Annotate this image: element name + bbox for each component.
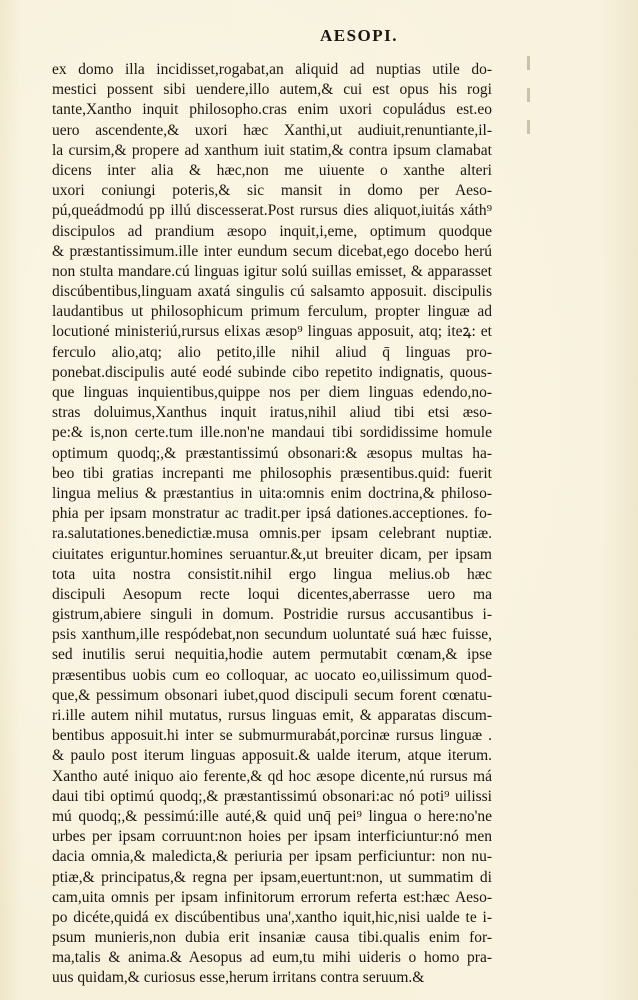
text-line: psum munieris,non dubia erit insaniæ causa tibi.qualis enim for- xyxy=(52,929,492,947)
text-line: ri.ille autem nihil mutatus, rursus linguas emit, & apparatas discum- xyxy=(52,707,492,724)
text-line: ptiæ,& principatus,& regna per ipsam,euertunt:non, ut summatim di xyxy=(52,868,492,886)
text-line: & paulo post iterum linguas apposuit.& ualde iterum, atque iterum. xyxy=(52,747,492,765)
text-line: que linguas inquientibus,quippe nos per diem linguas edendo,no- xyxy=(52,384,492,401)
text-line: locutioné ministeriú,rursus elixas æsop⁹ linguas apposuit, atq; iteꝝ: et xyxy=(52,323,492,341)
text-line: bentibus apposuit.hi inter se submurmurabát,porcinæ rursus linguæ . xyxy=(52,727,492,745)
text-line: discipulos ad prandium æsopo inquit,i,eme, optimum quodque xyxy=(52,222,492,240)
text-line: po dicéte,quidá ex discúbentibus una',xantho iquit,hic,nisi ualde te i- xyxy=(52,908,492,926)
text-line: ferculo alio,atq; alio petito,ille nihil aliud q̄ linguas pro- xyxy=(52,343,492,361)
text-line: lingua melius & præstantius in uita:omnis enim doctrina,& philoso- xyxy=(52,484,492,502)
text-line: uxori coniungi poteris,& sic mansit in domo per Aeso- xyxy=(52,182,492,200)
text-line: discipuli Aesopum recte loqui dicentes,aberrasse uero ma xyxy=(52,585,492,603)
text-line: la cursim,& propere ad xanthum iuit statim,& contra ipsum clamabat xyxy=(52,141,492,159)
text-line: uero ascendente,& uxori hæc Xanthi,ut audiuit,renuntiante,il- xyxy=(52,121,492,139)
text-line: non stulta mandare.cú linguas igitur solú suillas emisset, & apparasset xyxy=(52,262,492,280)
margin-marks xyxy=(523,56,535,166)
text-line: mestici possent sibi uendere,illo autem,& cui est opus his rogi xyxy=(52,81,492,99)
text-line: sed inutilis serui nequitia,hodie autem permutabit cœnam,& ipse xyxy=(52,646,492,664)
text-line: & præstantissimum.ille inter eundum secum dicebat,ego docebo herú xyxy=(52,242,492,260)
text-line: tante,Xantho inquit philosopho.cras enim uxori copuládus est.eo xyxy=(52,101,492,119)
text-line: gistrum,abiere singuli in domum. Postridie rursus accusantibus i- xyxy=(52,606,492,624)
text-line: ra.salutationes.benedictiæ.musa omnis.per ipsam celebrant nuptiæ. xyxy=(52,525,492,543)
text-line: pe:& is,non certe.tum ille.non'ne mandaui tibi sordidissime homule xyxy=(52,424,492,442)
text-line: daui tibi optimú quodq;,& præstantissimú obsonari:ac nó poti⁹ uilissi xyxy=(52,787,492,805)
text-line: que,& pessimum obsonari iubet,quod discipuli secum forent cœnatu- xyxy=(52,686,492,704)
text-line: ex domo illa incidisset,rogabat,an aliquid ad nuptias utile do- xyxy=(52,61,492,78)
text-line: dicens inter alia & hæc,non me uiuente o xanthe alteri xyxy=(52,161,492,179)
text-line: stras doluimus,Xanthus inquit iratus,nihil aliud tibi etsi æso- xyxy=(52,404,492,422)
text-line: discúbentibus,linguam axatá singulis cú salsamto apposuit. discipulis xyxy=(52,283,492,301)
margin-mark xyxy=(527,56,530,70)
text-line: mú quodq;,& pessimú:ille auté,& quid unq̄ pei⁹ lingua o here:no'ne xyxy=(52,807,492,825)
text-line: psis xanthum,ille respódebat,non secundum uoluntaté suá hæc fuisse, xyxy=(52,626,492,644)
running-head-text: AESOPI. xyxy=(319,26,399,45)
text-line: cam,uita omnis per ipsam infinitorum errorum referta est:hæc Aeso- xyxy=(52,888,492,906)
text-line: ciuitates eriguntur.homines seruantur.&,ut breuiter dicam, per ipsam xyxy=(52,545,492,563)
text-line: præsentibus uobis cum eo colloquar, ac uocato eo,uilissimum quod- xyxy=(52,666,492,684)
body-text xyxy=(52,60,492,989)
text-line: ponebat.discipulis auté eodé subinde cibo repetito indignatis, quous- xyxy=(52,363,492,381)
text-line: uus quidam,& curiosus esse,herum irritans contra seruum.& xyxy=(52,969,425,987)
text-line: ma,talis & anima.& Aesopus ad eum,tu mihi uideris o homo pra- xyxy=(52,949,492,967)
running-head xyxy=(0,26,638,46)
text-line: beo tibi gratias increpanti me philosophis præsentibus.quid: fuerit xyxy=(52,464,492,482)
text-line: laudantibus ut philosophicum primum ferculum, propter linguæ ad xyxy=(52,303,492,321)
text-line: phia per ipsam monstratur ac tradit.per ipsá dationes.acceptiones. fo- xyxy=(52,505,492,523)
text-line: Xantho auté iniquo aio ferente,& qd hoc æsope dicente,nú rursus má xyxy=(52,767,492,785)
text-line: optimum quodq;,& præstantissimú obsonari:& æsopus multas ha- xyxy=(52,444,492,462)
margin-mark xyxy=(527,120,530,134)
text-line: dacia omnia,& maledicta,& periuria per ipsam perficiuntur: non nu- xyxy=(52,848,492,866)
text-line: urbes per ipsam corruunt:non hoies per ipsam interficiuntur:nó men xyxy=(52,828,492,846)
margin-mark xyxy=(527,88,530,102)
text-line: pú,queádmodú pp illú discesserat.Post rursus dies aliquot,iuitás xáth⁹ xyxy=(52,202,492,220)
text-line: tota uita nostra consistit.nihil ergo lingua melius.ob hæc xyxy=(52,565,492,583)
